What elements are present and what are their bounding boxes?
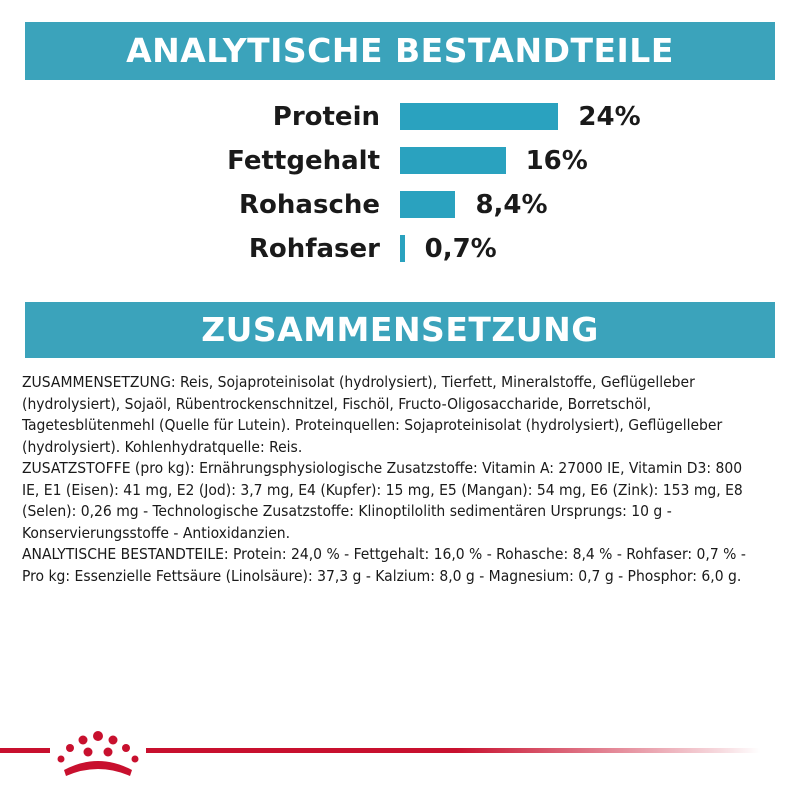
additives-paragraph: ZUSATZSTOFFE (pro kg): Ernährungsphysiologische Zusatzstoffe: Vitamin A: 27000 IE, Vitamin D3: 800 IE, E1 (Eisen): 41 mg, E2 (Jod): 3,7 mg, E4 (Kupfer): 15 mg, E5 (Mangan): 54 mg, E6 (Zink): 153 mg, E8 (Selen): 0,26 mg - Technologische Zusatzstoffe: Klinoptilolith sedimentären Ursprungs: 10 g - Konservierungsstoffe - Antioxidanzien. — [22, 459, 743, 542]
analytical-paragraph: ANALYTISCHE BESTANDTEILE: Protein: 24,0 % - Fettgehalt: 16,0 % - Rohasche: 8,4 % - Rohfaser: 0,7 % - Pro kg: Essenzielle Fettsäure (Linolsäure): 37,3 g - Kalzium: 8,0 g - Magnesium: 0,7 g - Phosphor: 6,0 g. — [22, 545, 746, 585]
bar-category-label: Rohasche — [239, 190, 380, 220]
bar-category-label: Rohfaser — [248, 234, 380, 264]
analytical-constituents-banner — [25, 22, 775, 80]
bar — [400, 147, 506, 174]
bar-value-label: 16% — [525, 146, 588, 176]
bar-row — [0, 229, 800, 269]
bar-category-label: Protein — [272, 102, 380, 132]
analytical-constituents-title: ANALYTISCHE BESTANDTEILE — [126, 31, 674, 70]
royal-canin-crown-icon — [50, 722, 146, 782]
composition-title: ZUSAMMENSETZUNG — [201, 310, 599, 349]
bar-row — [0, 185, 800, 225]
bar — [400, 103, 558, 130]
bar-value-label: 8,4% — [475, 190, 548, 220]
bar — [400, 191, 455, 218]
bar-category-label: Fettgehalt — [227, 146, 380, 176]
bar-row — [0, 141, 800, 181]
composition-paragraph: ZUSAMMENSETZUNG: Reis, Sojaproteinisolat (hydrolysiert), Tierfett, Mineralstoffe, Geflügelleber (hydrolysiert), Sojaöl, Rübentrockenschnitzel, Fischöl, Fructo-Oligosaccharide, Borretschöl, Tagetesblütenmehl (Quelle für Lutein). Proteinquellen: Sojaproteinisolat (hydrolysiert), Geflügelleber (hydrolysiert). Kohlenhydratquelle: Reis. — [22, 373, 723, 456]
bar-value-label: 0,7% — [424, 234, 497, 264]
bar — [400, 235, 405, 262]
bar-row — [0, 97, 800, 137]
composition-banner — [25, 302, 775, 358]
bar-value-label: 24% — [578, 102, 641, 132]
composition-text — [22, 372, 762, 587]
